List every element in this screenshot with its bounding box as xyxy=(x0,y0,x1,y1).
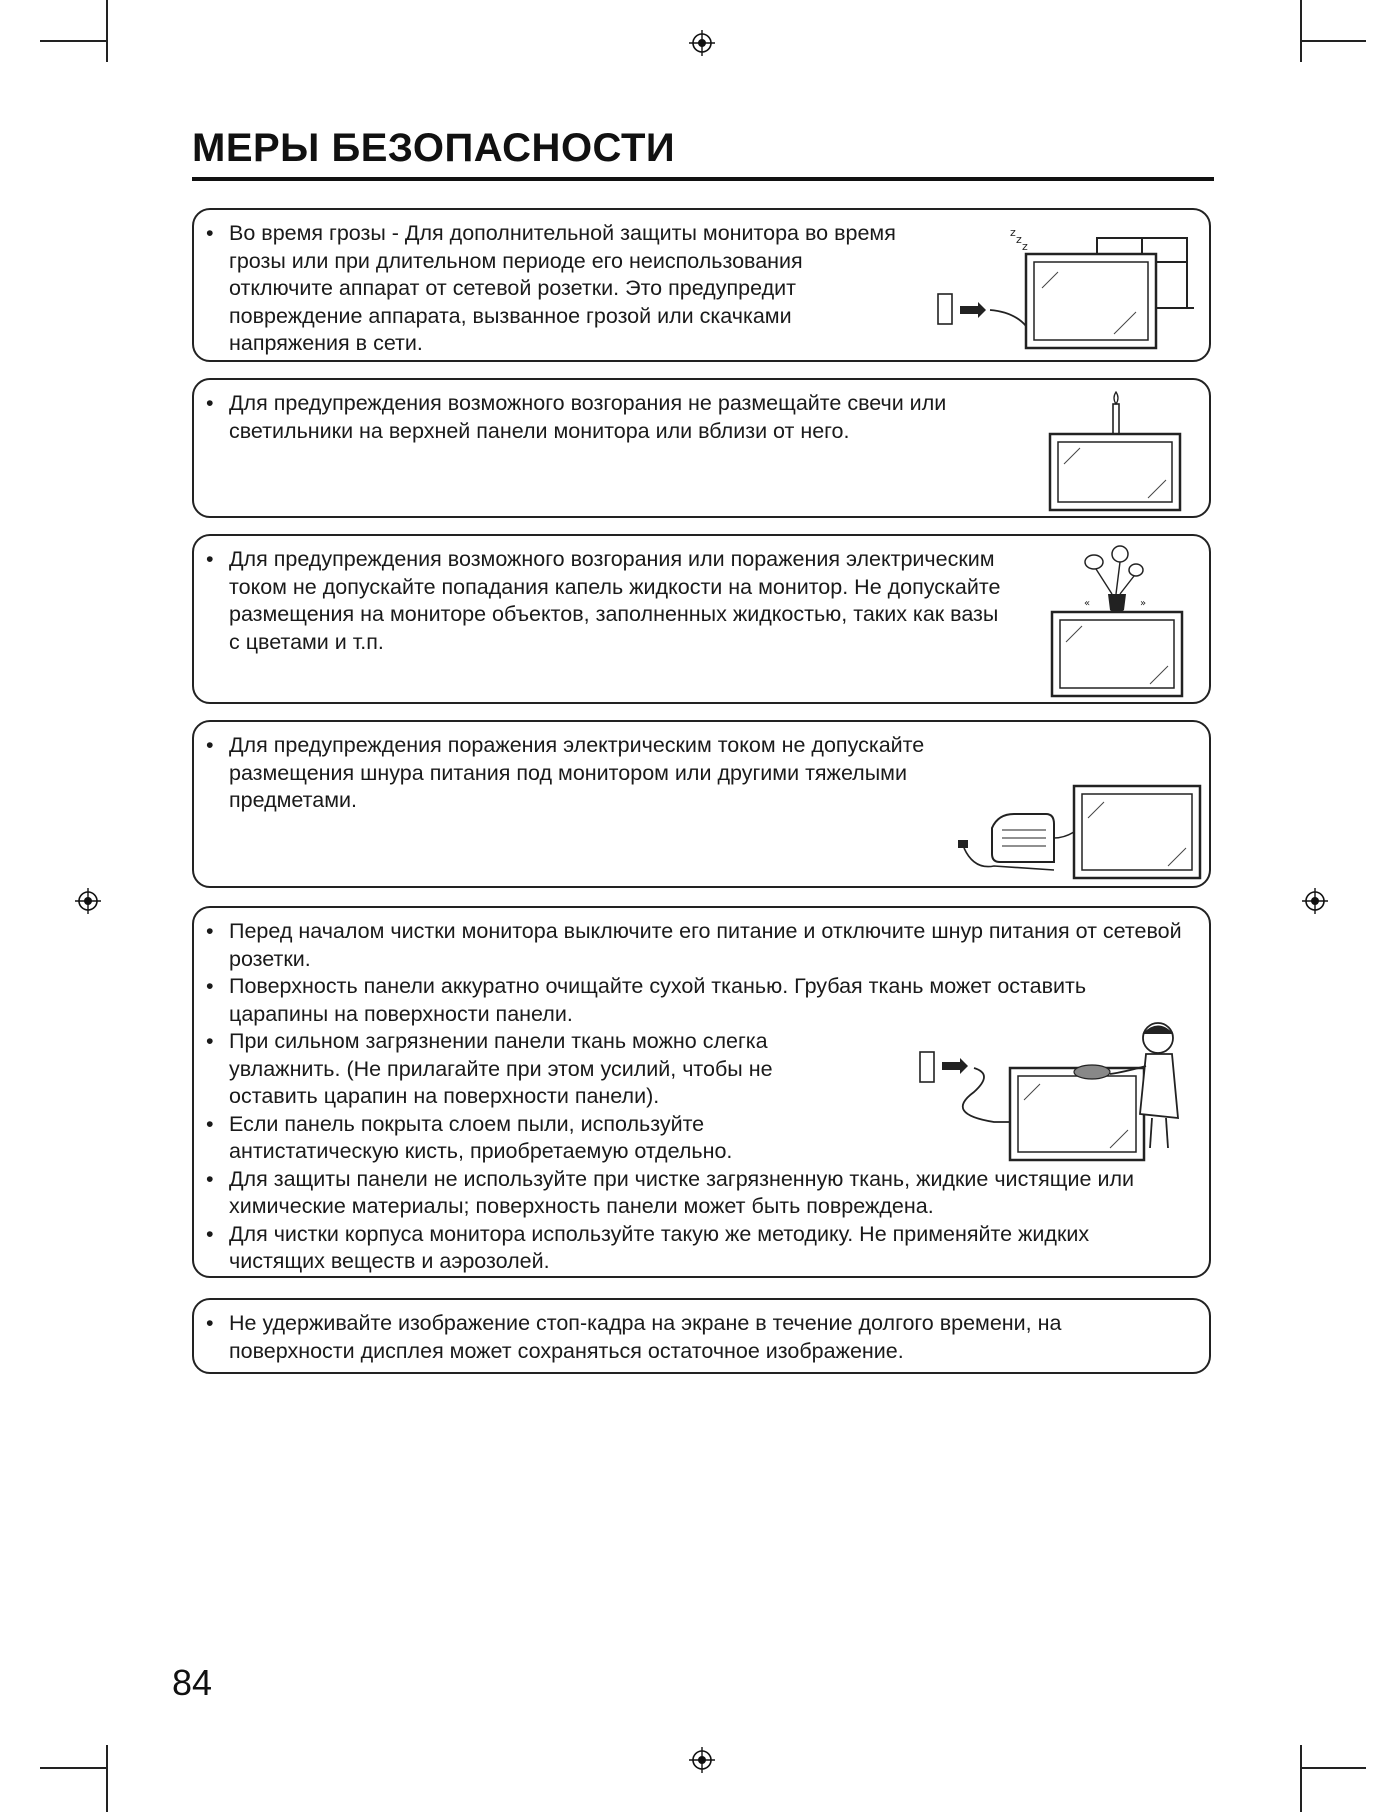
crop-mark xyxy=(1300,1767,1366,1769)
svg-text:z: z xyxy=(1010,226,1016,239)
svg-text:»: » xyxy=(1140,598,1147,609)
safety-item: • Для чистки корпуса монитора используйте такую же методику. Не применяйте жидких чистящих веществ и аэрозолей. xyxy=(206,1221,1186,1276)
safety-box-storm xyxy=(192,208,1211,362)
registration-mark-icon xyxy=(689,30,715,56)
safety-item: • Для защиты панели не используйте при чистке загрязненную ткань, жидкие чистящие или химические материалы; поверхность панели может быть повреждена. xyxy=(206,1166,1186,1221)
safety-item: • Для предупреждения поражения электрическим током не допускайте размещения шнура питания под монитором или другими тяжелыми предметами. xyxy=(206,732,1006,815)
safety-item: • Во время грозы - Для дополнительной защиты монитора во время грозы или при длительном периоде его неиспользования отключите аппарат от сетевой розетки. Это предупредит повреждение аппарата, вызванное грозой или скачками напряжения в сети. xyxy=(206,220,906,358)
crop-mark xyxy=(106,0,108,62)
safety-item: • Перед началом чистки монитора выключите его питание и отключите шнур питания от сетевой розетки. xyxy=(206,918,1186,973)
page-title: МЕРЫ БЕЗОПАСНОСТИ xyxy=(192,126,676,170)
crop-mark xyxy=(106,1745,108,1812)
safety-box-candle xyxy=(192,378,1211,518)
safety-item: • Не удерживайте изображение стоп-кадра на экране в течение долгого времени, на поверхности дисплея может сохраняться остаточное изображение. xyxy=(206,1310,1186,1365)
svg-text:z: z xyxy=(1016,233,1022,246)
safety-box-cord xyxy=(192,720,1211,888)
safety-item: • Для предупреждения возможного возгорания не размещайте свечи или светильники на верхней панели монитора или вблизи от него. xyxy=(206,390,1006,445)
candle-on-monitor-illustration xyxy=(1044,388,1194,513)
crop-mark xyxy=(40,40,106,42)
safety-box-vase xyxy=(192,534,1211,704)
crop-mark xyxy=(1300,40,1366,42)
safety-item: • При сильном загрязнении панели ткань можно слегка увлажнить. (Не прилагайте при этом усилий, чтобы не оставить царапин на поверхности панели). xyxy=(206,1028,829,1111)
safety-box-cleaning xyxy=(192,906,1211,1278)
safety-item: • Поверхность панели аккуратно очищайте сухой тканью. Грубая ткань может оставить царапины на поверхности панели. xyxy=(206,973,1186,1028)
safety-item: • Если панель покрыта слоем пыли, используйте антистатическую кисть, приобретаемую отдельно. xyxy=(206,1111,829,1166)
safety-item: • Для предупреждения возможного возгорания или поражения электрическим током не допускайте попадания капель жидкости на монитор. Не допускайте размещения на мониторе объектов, заполненных жидкостью, таких как вазы с цветами и т.п. xyxy=(206,546,1006,656)
title-rule xyxy=(192,177,1214,181)
page-number: 84 xyxy=(172,1662,213,1703)
svg-text:z: z xyxy=(1022,240,1028,253)
monitor-unplugged-during-storm-illustration xyxy=(914,216,1204,356)
registration-mark-icon xyxy=(1302,888,1328,914)
crop-mark xyxy=(1300,0,1302,62)
crop-mark xyxy=(1300,1745,1302,1812)
svg-text:«: « xyxy=(1084,598,1091,609)
flower-vase-on-monitor-illustration xyxy=(1044,542,1194,702)
safety-box-still-image xyxy=(192,1298,1211,1374)
cleaning-monitor-illustration xyxy=(914,1018,1194,1168)
crop-mark xyxy=(40,1767,106,1769)
cord-under-heavy-object-illustration xyxy=(934,778,1204,888)
registration-mark-icon xyxy=(689,1747,715,1773)
registration-mark-icon xyxy=(75,888,101,914)
